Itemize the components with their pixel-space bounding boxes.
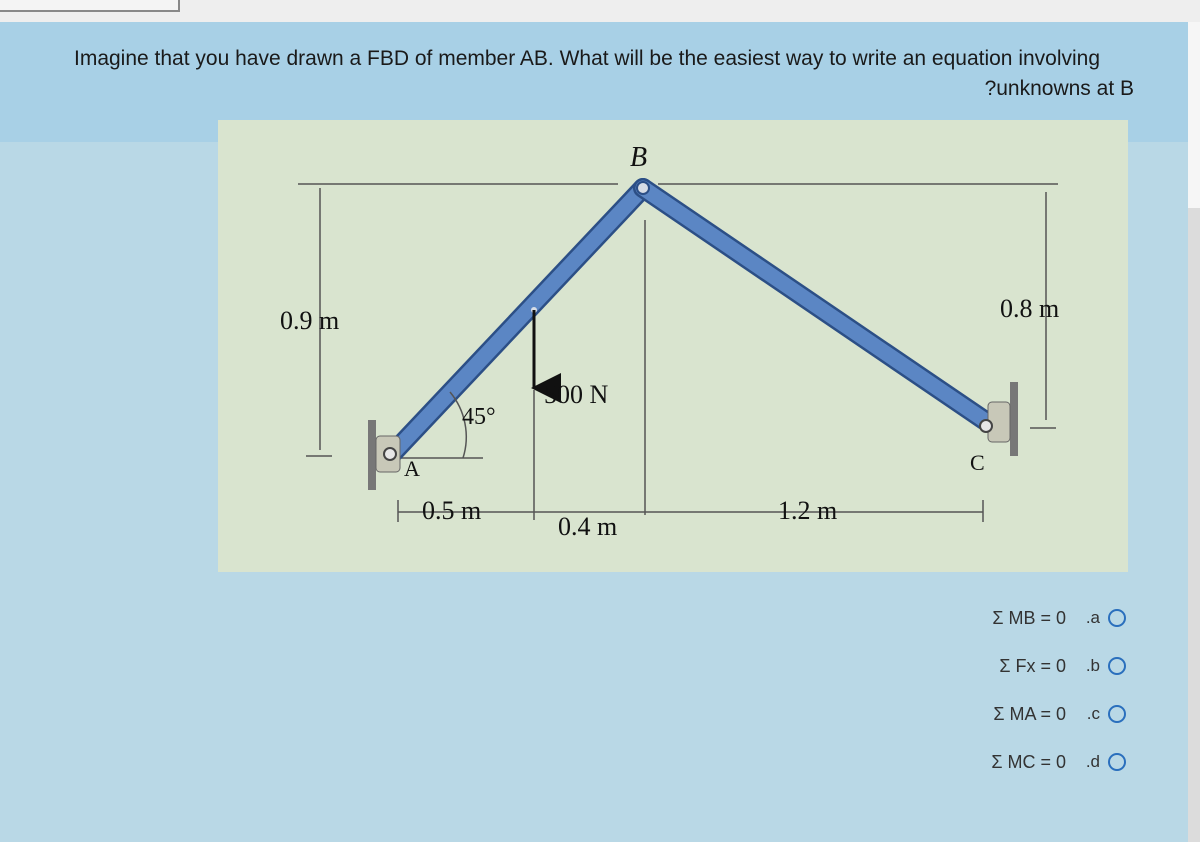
- label-angle: 45°: [462, 404, 496, 430]
- pin-B: [637, 182, 649, 194]
- support-C-wall: [1010, 382, 1018, 456]
- member-BC-fill: [643, 188, 984, 420]
- label-dim-3: 1.2 m: [778, 496, 838, 525]
- label-dim-1: 0.5 m: [422, 496, 482, 525]
- pin-C: [980, 420, 992, 432]
- option-d-radio[interactable]: [1108, 753, 1126, 771]
- answer-options: [956, 594, 1126, 786]
- support-A-wall: [368, 420, 376, 490]
- option-c-equation: Σ MA = 0: [993, 703, 1066, 724]
- option-a[interactable]: [956, 594, 1126, 642]
- option-c-letter: .c: [1086, 704, 1100, 723]
- option-a-letter: .a: [1085, 608, 1100, 627]
- frame-diagram-svg: [218, 120, 1128, 572]
- label-height-right: 0.8 m: [1000, 294, 1060, 323]
- label-B: B: [630, 142, 648, 173]
- option-a-radio[interactable]: [1108, 609, 1126, 627]
- question-text: [74, 44, 1134, 104]
- option-d[interactable]: [956, 738, 1126, 786]
- option-b-radio[interactable]: [1108, 657, 1126, 675]
- label-height-left: 0.9 m: [280, 306, 340, 335]
- frame-diagram: [218, 120, 1128, 572]
- label-A: A: [404, 456, 420, 481]
- option-c[interactable]: [956, 690, 1126, 738]
- question-line-1: Imagine that you have drawn a FBD of member AB. What will be the easiest way to write an equation involving: [74, 47, 1101, 70]
- option-b-letter: .b: [1085, 656, 1100, 675]
- question-line-2: ?unknowns at B: [984, 77, 1134, 100]
- option-d-letter: .d: [1085, 752, 1100, 771]
- option-c-radio[interactable]: [1108, 705, 1126, 723]
- top-strip: [0, 0, 1200, 22]
- label-dim-2: 0.4 m: [558, 512, 618, 541]
- label-C: C: [970, 450, 985, 475]
- side-panel-edge: [1186, 22, 1200, 208]
- header-tab: [0, 0, 180, 12]
- option-b-equation: Σ Fx = 0: [999, 655, 1066, 676]
- label-force: 500 N: [544, 380, 609, 409]
- option-b[interactable]: [956, 642, 1126, 690]
- pin-A: [384, 448, 396, 460]
- member-AB-fill: [393, 188, 643, 453]
- option-d-equation: Σ MC = 0: [991, 751, 1066, 772]
- option-a-equation: Σ MB = 0: [992, 607, 1066, 628]
